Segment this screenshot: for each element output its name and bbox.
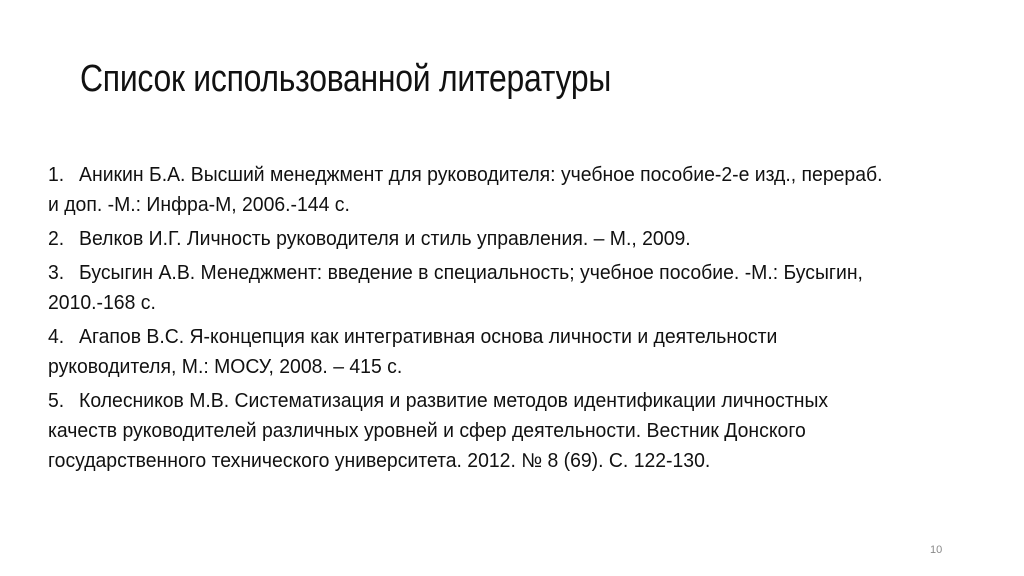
reference-item [48,160,892,220]
reference-item [48,224,892,254]
reference-text: Аникин Б.А. Высший менеджмент для руководителя: учебное пособие-2-е изд., перераб. и доп. -М.: Инфра-М, 2006.-144 с. [48,164,883,216]
reference-text: Колесников М.В. Систематизация и развитие методов идентификации личностных качеств руководителей различных уровней и сфер деятельности. Вестник Донского государственного технического университета. 2012. № 8 (69). С. 122-130. [48,390,829,472]
reference-number: 4. [48,326,65,348]
reference-item [48,386,892,476]
reference-item [48,322,892,382]
reference-number: 2. [48,228,65,250]
reference-text: Велков И.Г. Личность руководителя и стиль управления. – М., 2009. [79,228,691,250]
reference-number: 1. [48,164,65,186]
reference-list [48,160,918,480]
page-number: 10 [930,544,943,556]
slide-title: Список использованной литературы [80,58,612,100]
reference-text: Агапов В.С. Я-концепция как интегративная основа личности и деятельности руководителя, М.: МОСУ, 2008. – 415 с. [48,326,778,378]
reference-number: 3. [48,262,65,284]
reference-text: Бусыгин А.В. Менеджмент: введение в специальность; учебное пособие. -М.: Бусыгин, 2010.-168 с. [48,262,863,314]
reference-number: 5. [48,390,65,412]
reference-item [48,258,892,318]
